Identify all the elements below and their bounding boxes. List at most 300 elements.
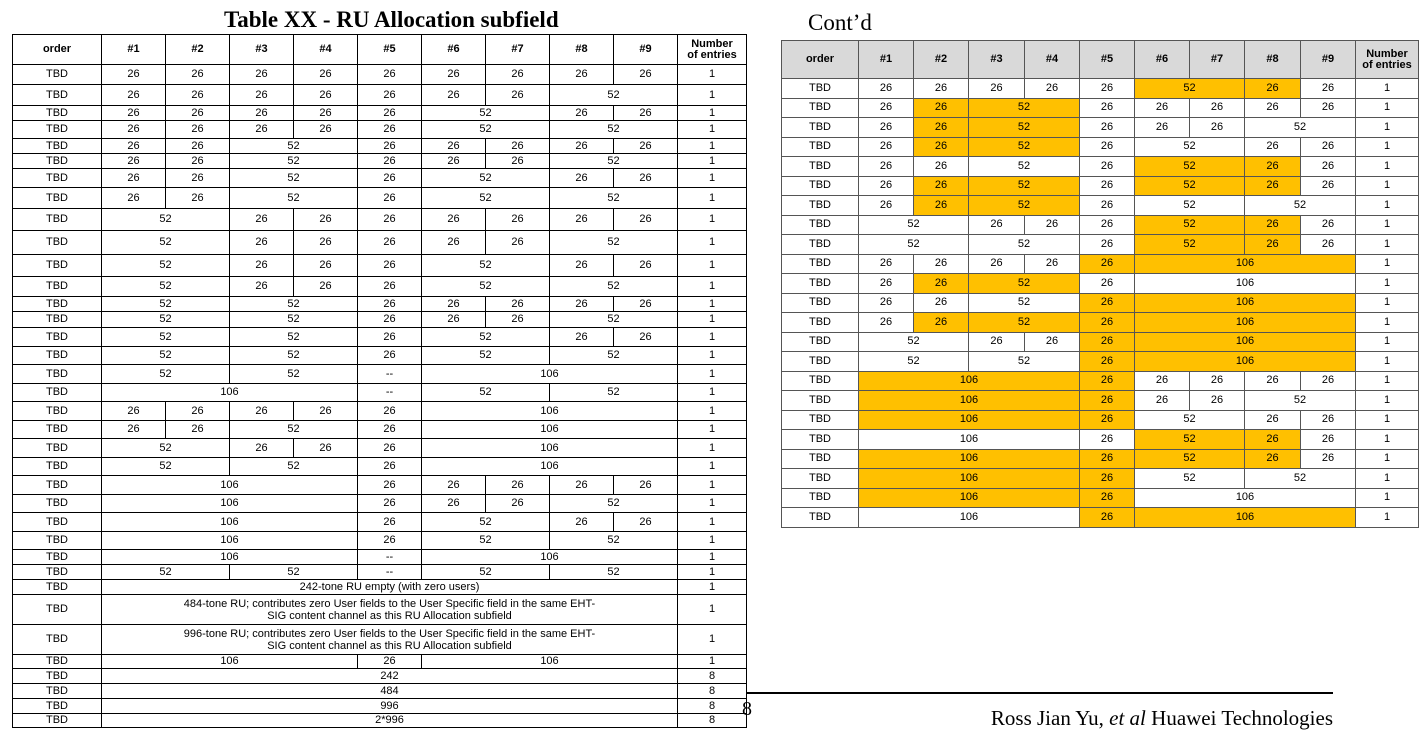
table-cell: 26 <box>102 421 166 439</box>
table-cell: 26 <box>914 254 969 274</box>
table-cell: 52 <box>230 565 358 580</box>
table-row <box>782 469 1419 489</box>
table-cell: 26 <box>1080 469 1135 489</box>
table-cell: 1 <box>678 513 747 532</box>
table-cell: 26 <box>358 188 422 209</box>
table-cell: 106 <box>859 391 1080 411</box>
table-cell: TBD <box>13 121 102 139</box>
table-cell: TBD <box>13 169 102 188</box>
table-cell: 26 <box>1080 313 1135 333</box>
table-cell: 52 <box>1245 118 1356 138</box>
table-cell: 106 <box>859 508 1080 528</box>
table-cell: 52 <box>1135 215 1245 235</box>
table-cell: 26 <box>102 121 166 139</box>
table-cell: 52 <box>969 137 1080 157</box>
table-cell: 52 <box>969 157 1080 177</box>
table-cell: 26 <box>1025 254 1080 274</box>
table-cell: 1 <box>678 297 747 312</box>
header-cell: #1 <box>102 35 166 65</box>
table-cell: 26 <box>1301 137 1356 157</box>
table-cell: 26 <box>1245 371 1301 391</box>
table-cell: 26 <box>486 495 550 513</box>
table-row <box>13 625 747 655</box>
table-cell: 1 <box>678 495 747 513</box>
table-cell: 26 <box>486 85 550 106</box>
table-cell: 26 <box>486 154 550 169</box>
table-cell: 26 <box>358 139 422 154</box>
table-cell: 26 <box>550 139 614 154</box>
table-row <box>782 410 1419 430</box>
table-cell: 52 <box>969 352 1080 372</box>
table-cell: 52 <box>422 255 550 277</box>
table-cell: 1 <box>1356 508 1419 528</box>
table-cell: 52 <box>1135 196 1245 216</box>
table-row <box>13 495 747 513</box>
table-cell: 26 <box>166 402 230 421</box>
table-cell: 26 <box>1245 157 1301 177</box>
table-row <box>782 430 1419 450</box>
table-cell: 26 <box>358 476 422 495</box>
table-cell: TBD <box>13 106 102 121</box>
table-cell: 26 <box>859 196 914 216</box>
table-cell: 26 <box>914 118 969 138</box>
table-cell: 26 <box>1190 391 1245 411</box>
table-cell: 8 <box>678 684 747 699</box>
table-cell: 1 <box>1356 410 1419 430</box>
table-cell: 52 <box>550 277 678 297</box>
table-cell: 26 <box>358 402 422 421</box>
table-cell: 1 <box>678 532 747 550</box>
table-cell: 52 <box>969 274 1080 294</box>
table-cell: 26 <box>550 106 614 121</box>
table-cell: TBD <box>13 421 102 439</box>
table-cell: -- <box>358 365 422 384</box>
table-cell: 52 <box>1135 137 1245 157</box>
table-cell: TBD <box>13 580 102 595</box>
table-cell: 26 <box>422 495 486 513</box>
table-cell: TBD <box>13 154 102 169</box>
table-cell: 106 <box>102 513 358 532</box>
table-cell: 26 <box>969 254 1025 274</box>
table-cell: 26 <box>969 215 1025 235</box>
table-cell: 26 <box>358 513 422 532</box>
table-cell: 26 <box>422 65 486 85</box>
table-row <box>13 550 747 565</box>
table-cell: 52 <box>422 188 550 209</box>
header-cell: Number of entries <box>678 35 747 65</box>
table-cell: 26 <box>166 188 230 209</box>
table-cell: TBD <box>782 79 859 99</box>
table-cell: 26 <box>859 157 914 177</box>
table-cell: 26 <box>358 495 422 513</box>
table-cell: 1 <box>1356 118 1419 138</box>
table-cell: 52 <box>550 312 678 328</box>
table-cell: 26 <box>1080 410 1135 430</box>
table-cell: 26 <box>614 255 678 277</box>
table-row <box>782 235 1419 255</box>
table-cell: 1 <box>678 65 747 85</box>
table-row <box>782 176 1419 196</box>
table-row <box>13 154 747 169</box>
table-cell: 1 <box>678 139 747 154</box>
table-cell: TBD <box>13 188 102 209</box>
table-cell: 26 <box>486 65 550 85</box>
table-cell: 26 <box>230 209 294 231</box>
header-cell: #5 <box>1080 41 1135 79</box>
table-cell: 52 <box>422 513 550 532</box>
table-cell: 106 <box>859 469 1080 489</box>
table-cell: 242 <box>102 669 678 684</box>
table-cell: 1 <box>1356 352 1419 372</box>
table-cell: 52 <box>1135 79 1245 99</box>
table-cell: 26 <box>1025 215 1080 235</box>
table-cell: TBD <box>782 508 859 528</box>
table-cell: 26 <box>914 137 969 157</box>
table-cell: TBD <box>13 550 102 565</box>
table-row <box>13 684 747 699</box>
table-cell: 26 <box>422 231 486 255</box>
table-cell: 52 <box>422 565 550 580</box>
table-cell: 1 <box>1356 313 1419 333</box>
table-cell: TBD <box>13 231 102 255</box>
table-cell: 1 <box>1356 469 1419 489</box>
table-cell: 106 <box>1135 488 1356 508</box>
table-cell: 26 <box>859 176 914 196</box>
table-cell: 52 <box>102 312 230 328</box>
table-cell: 26 <box>1080 430 1135 450</box>
table-cell: -- <box>358 565 422 580</box>
table-row <box>782 157 1419 177</box>
table-cell: TBD <box>782 235 859 255</box>
table-cell: 26 <box>1080 449 1135 469</box>
table-cell: 1 <box>1356 430 1419 450</box>
table-cell: 1 <box>678 255 747 277</box>
table-cell: 26 <box>1301 176 1356 196</box>
table-row <box>782 313 1419 333</box>
table-row <box>13 85 747 106</box>
table-cell: 1 <box>678 328 747 347</box>
table-cell: 484-tone RU; contributes zero User fields to the User Specific field in the same EHT-SIG content channel as this RU Allocation subfield <box>102 595 678 625</box>
table-cell: TBD <box>13 312 102 328</box>
table-cell: 26 <box>230 85 294 106</box>
table-cell: 26 <box>294 121 358 139</box>
table-row <box>782 488 1419 508</box>
table-cell: 26 <box>1080 508 1135 528</box>
table-cell: 1 <box>678 347 747 365</box>
table-row <box>13 188 747 209</box>
ru-allocation-table-continued <box>781 40 1419 528</box>
table-cell: 26 <box>358 65 422 85</box>
table-cell: 1 <box>1356 254 1419 274</box>
table-cell: 26 <box>358 121 422 139</box>
table-cell: TBD <box>782 274 859 294</box>
table-cell: 26 <box>102 106 166 121</box>
table-cell: 26 <box>1135 371 1190 391</box>
table-cell: 26 <box>166 65 230 85</box>
table-row <box>13 277 747 297</box>
table-cell: 26 <box>422 297 486 312</box>
table-cell: 52 <box>969 313 1080 333</box>
table-cell: TBD <box>13 85 102 106</box>
table-cell: 26 <box>914 157 969 177</box>
table-cell: 26 <box>294 209 358 231</box>
table-row <box>13 458 747 476</box>
table-cell: TBD <box>13 714 102 728</box>
table-row <box>13 347 747 365</box>
table-cell: 26 <box>1245 98 1301 118</box>
table-cell: 106 <box>1135 313 1356 333</box>
table-cell: 106 <box>859 410 1080 430</box>
table-cell: 52 <box>230 328 358 347</box>
table-row <box>13 65 747 85</box>
table-cell: 1 <box>678 458 747 476</box>
table-cell: 26 <box>166 169 230 188</box>
table-cell: 52 <box>230 169 358 188</box>
table-cell: 52 <box>859 215 969 235</box>
table-cell: TBD <box>782 137 859 157</box>
table-cell: 52 <box>1135 469 1245 489</box>
table-cell: 106 <box>859 371 1080 391</box>
table-cell: 52 <box>1135 449 1245 469</box>
table-cell: 26 <box>422 312 486 328</box>
table-cell: 26 <box>102 169 166 188</box>
table-cell: 26 <box>1245 176 1301 196</box>
table-cell: 106 <box>102 495 358 513</box>
table-cell: TBD <box>782 430 859 450</box>
table-cell: 1 <box>678 365 747 384</box>
table-cell: 52 <box>969 98 1080 118</box>
table-cell: 26 <box>102 402 166 421</box>
table-cell: 52 <box>1135 176 1245 196</box>
table-cell: 26 <box>1301 157 1356 177</box>
table-cell: TBD <box>13 476 102 495</box>
table-cell: 52 <box>102 347 230 365</box>
table-cell: 26 <box>1080 215 1135 235</box>
header-cell: order <box>782 41 859 79</box>
table-cell: TBD <box>13 255 102 277</box>
table-cell: 26 <box>1080 371 1135 391</box>
table-cell: TBD <box>782 98 859 118</box>
table-row <box>13 231 747 255</box>
table-cell: 106 <box>1135 508 1356 528</box>
table-cell: 1 <box>678 121 747 139</box>
table-cell: TBD <box>13 699 102 714</box>
table-cell: 52 <box>422 106 550 121</box>
table-cell: 26 <box>166 154 230 169</box>
table-cell: TBD <box>13 65 102 85</box>
header-cell: #8 <box>1245 41 1301 79</box>
table-cell: 52 <box>1245 391 1356 411</box>
table-cell: TBD <box>13 439 102 458</box>
footer-credit <box>991 706 1333 731</box>
table-cell: 26 <box>230 277 294 297</box>
table-cell: 26 <box>294 85 358 106</box>
table-row <box>782 254 1419 274</box>
table-cell: 26 <box>550 297 614 312</box>
table-row <box>13 421 747 439</box>
table-row <box>13 297 747 312</box>
table-cell: 26 <box>1245 79 1301 99</box>
table-row <box>782 449 1419 469</box>
table-row <box>782 196 1419 216</box>
table-cell: TBD <box>782 469 859 489</box>
table-row <box>13 312 747 328</box>
table-cell: 26 <box>1080 98 1135 118</box>
table-cell: 26 <box>969 332 1025 352</box>
table-cell: 26 <box>358 255 422 277</box>
table-cell: 26 <box>358 154 422 169</box>
header-cell: #2 <box>166 35 230 65</box>
table-row <box>13 513 747 532</box>
header-cell: #6 <box>1135 41 1190 79</box>
table-cell: TBD <box>782 313 859 333</box>
table-cell: 52 <box>102 231 230 255</box>
table-cell: 1 <box>678 106 747 121</box>
table-cell: 26 <box>859 254 914 274</box>
table-cell: 26 <box>358 328 422 347</box>
header-cell: #7 <box>486 35 550 65</box>
table-cell: 26 <box>166 85 230 106</box>
table-cell: 1 <box>1356 449 1419 469</box>
table-cell: 26 <box>294 402 358 421</box>
table-cell: 26 <box>1190 118 1245 138</box>
table-cell: 52 <box>969 293 1080 313</box>
table-cell: TBD <box>13 384 102 402</box>
table-cell: 1 <box>1356 274 1419 294</box>
table-cell: 52 <box>969 235 1080 255</box>
table-cell: 26 <box>1301 430 1356 450</box>
table-cell: 26 <box>550 169 614 188</box>
table-row <box>782 79 1419 99</box>
table-cell: 1 <box>1356 79 1419 99</box>
table-row <box>13 139 747 154</box>
table-row <box>782 98 1419 118</box>
table-cell: 26 <box>358 439 422 458</box>
table-cell: 52 <box>422 347 550 365</box>
table-row <box>13 439 747 458</box>
table-cell: 106 <box>422 655 678 669</box>
table-cell: 8 <box>678 699 747 714</box>
footer-rule <box>746 692 1333 694</box>
table-cell: 1 <box>678 655 747 669</box>
table-cell: 26 <box>914 196 969 216</box>
table-cell: 52 <box>550 85 678 106</box>
table-cell: 52 <box>422 169 550 188</box>
table-row <box>13 476 747 495</box>
table-cell: 106 <box>422 402 678 421</box>
table-cell: 52 <box>102 277 230 297</box>
table-cell: 26 <box>914 98 969 118</box>
table-cell: TBD <box>782 332 859 352</box>
table-cell: 26 <box>614 139 678 154</box>
table-row <box>13 402 747 421</box>
header-row <box>13 35 747 65</box>
table-cell: 26 <box>294 231 358 255</box>
table-cell: 106 <box>1135 332 1356 352</box>
header-cell: Number of entries <box>1356 41 1419 79</box>
table-row <box>782 215 1419 235</box>
header-cell: #4 <box>1025 41 1080 79</box>
table-cell: 52 <box>1135 235 1245 255</box>
header-cell: order <box>13 35 102 65</box>
table-cell: 1 <box>678 188 747 209</box>
table-row <box>13 669 747 684</box>
table-cell: 1 <box>1356 137 1419 157</box>
table-cell: 26 <box>1245 137 1301 157</box>
table-cell: 106 <box>422 439 678 458</box>
table-cell: 26 <box>550 513 614 532</box>
table-cell: 1 <box>678 85 747 106</box>
table-cell: 26 <box>859 118 914 138</box>
table-cell: 26 <box>1080 352 1135 372</box>
table-cell: 1 <box>678 595 747 625</box>
table-cell: 26 <box>614 106 678 121</box>
table-cell: 8 <box>678 669 747 684</box>
table-cell: 26 <box>1080 137 1135 157</box>
table-cell: 26 <box>1301 371 1356 391</box>
table-cell: 1 <box>678 312 747 328</box>
table-cell: 26 <box>1080 332 1135 352</box>
table-cell: TBD <box>13 669 102 684</box>
table-cell: 26 <box>230 439 294 458</box>
table-row <box>782 118 1419 138</box>
table-row <box>782 274 1419 294</box>
table-cell: 26 <box>486 312 550 328</box>
table-cell: TBD <box>782 391 859 411</box>
table-cell: TBD <box>13 328 102 347</box>
table-cell: 26 <box>486 297 550 312</box>
table-cell: 26 <box>486 476 550 495</box>
table-cell: TBD <box>782 196 859 216</box>
table-cell: TBD <box>782 352 859 372</box>
table-cell: 26 <box>486 231 550 255</box>
table-cell: TBD <box>782 449 859 469</box>
table-cell: 26 <box>358 297 422 312</box>
table-cell: 26 <box>1301 410 1356 430</box>
table-cell: 26 <box>1080 488 1135 508</box>
table-cell: 52 <box>102 209 230 231</box>
table-cell: 26 <box>550 328 614 347</box>
footer-etal: et al <box>1109 706 1146 730</box>
table-cell: 52 <box>230 154 358 169</box>
table-cell: 52 <box>102 365 230 384</box>
table-cell: 26 <box>102 139 166 154</box>
table-cell: 106 <box>1135 293 1356 313</box>
table-cell: 26 <box>1245 410 1301 430</box>
table-cell: 26 <box>859 274 914 294</box>
table-cell: 26 <box>294 277 358 297</box>
table-cell: 1 <box>1356 215 1419 235</box>
table-cell: 1 <box>678 580 747 595</box>
table-row <box>13 655 747 669</box>
table-cell: 26 <box>550 255 614 277</box>
table-cell: 1 <box>678 476 747 495</box>
table-cell: 52 <box>550 384 678 402</box>
table-cell: 26 <box>294 255 358 277</box>
table-cell: TBD <box>13 209 102 231</box>
table-cell: 26 <box>914 176 969 196</box>
table-cell: 52 <box>102 439 230 458</box>
table-cell: 1 <box>1356 293 1419 313</box>
table-row <box>13 532 747 550</box>
table-cell: 1 <box>678 209 747 231</box>
table-cell: 1 <box>678 169 747 188</box>
table-cell: 52 <box>550 347 678 365</box>
table-cell: 106 <box>102 384 358 402</box>
table-cell: 52 <box>969 176 1080 196</box>
table-cell: 26 <box>614 169 678 188</box>
table-cell: 52 <box>859 235 969 255</box>
